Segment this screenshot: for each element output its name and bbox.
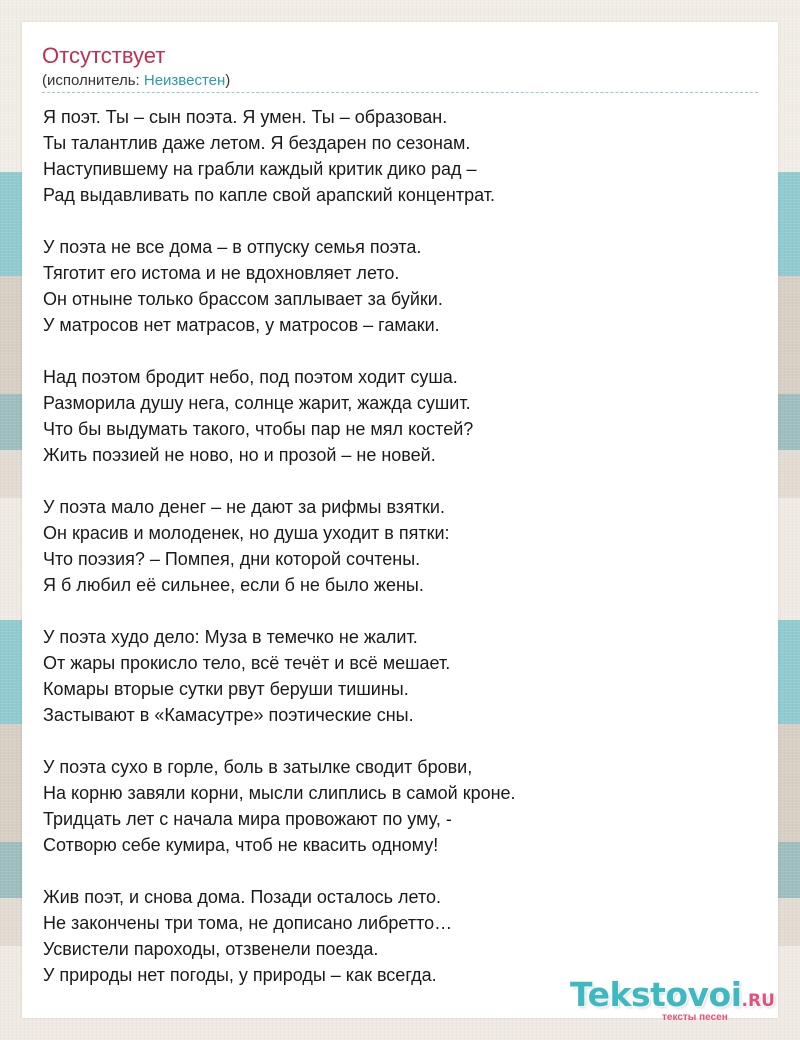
site-logo[interactable] (570, 976, 780, 1026)
lyrics-text (43, 104, 763, 988)
lyric-line: Не закончены три тома, не дописано либретто… (43, 913, 453, 933)
lyric-line: Жив поэт, и снова дома. Позади осталось лето. (43, 887, 442, 907)
lyric-line: У природы нет погоды, у природы – как всегда. (43, 965, 437, 985)
lyric-line: Комары вторые сутки рвут беруши тишины. (43, 679, 409, 699)
artist-suffix: ) (225, 72, 231, 89)
lyric-line: Тридцать лет с начала мира провожают по уму, - (43, 809, 452, 829)
lyric-line: Над поэтом бродит небо, под поэтом ходит суша. (43, 367, 458, 387)
lyric-line: Застывают в «Камасутре» поэтические сны. (43, 705, 414, 725)
lyric-line: У матросов нет матрасов, у матросов – гамаки. (43, 315, 440, 335)
title-divider (42, 92, 758, 93)
lyric-line: Он красив и молоденек, но душа уходит в пятки: (43, 523, 450, 543)
logo-name: Tekstovoi (570, 975, 742, 1014)
stanza (43, 364, 763, 468)
lyric-line: Ты талантлив даже летом. Я бездарен по сезонам. (43, 133, 471, 153)
stanza (43, 234, 763, 338)
lyric-line: Усвистели пароходы, отзвенели поезда. (43, 939, 379, 959)
lyric-line: Рад выдавливать по капле свой арапский концентрат. (43, 185, 495, 205)
logo-tld: .RU (741, 991, 775, 1011)
lyric-line: От жары прокисло тело, всё течёт и всё мешает. (43, 653, 451, 673)
lyric-line: Что поэзия? – Помпея, дни которой сочтены. (43, 549, 421, 569)
lyric-line: У поэта не все дома – в отпуску семья поэта. (43, 237, 422, 257)
lyric-line: Наступившему на грабли каждый критик дико рад – (43, 159, 477, 179)
lyric-line: Что бы выдумать такого, чтобы пар не мял костей? (43, 419, 474, 439)
stanza (43, 624, 763, 728)
lyric-line: Я поэт. Ты – сын поэта. Я умен. Ты – образован. (43, 107, 448, 127)
lyric-line: Тяготит его истома и не вдохновляет лето. (43, 263, 400, 283)
lyric-line: Он отныне только брассом заплывает за буйки. (43, 289, 443, 309)
artist-line (42, 71, 230, 91)
stanza (43, 104, 763, 208)
artist-link[interactable]: Неизвестен (143, 72, 226, 89)
stanza (43, 884, 763, 988)
lyric-line: На корню завяли корни, мысли слиплись в самой кроне. (43, 783, 516, 803)
lyric-line: Жить поэзией не ново, но и прозой – не новей. (43, 445, 436, 465)
stanza (43, 494, 763, 598)
lyric-line: Я б любил её сильнее, если б не было жены. (43, 575, 424, 595)
lyrics-card (22, 22, 778, 1023)
lyric-line: Разморила душу нега, солнце жарит, жажда сушит. (43, 393, 471, 413)
stanza (43, 754, 763, 858)
artist-prefix: (исполнитель: (42, 72, 144, 89)
lyric-line: У поэта худо дело: Муза в темечко не жалит. (43, 627, 418, 647)
lyric-line: У поэта мало денег – не дают за рифмы взятки. (43, 497, 445, 517)
song-title: Отсутствует (42, 43, 166, 68)
lyric-line: Сотворю себе кумира, чтоб не квасить одному! (43, 835, 439, 855)
lyric-line: У поэта сухо в горле, боль в затылке сводит брови, (43, 757, 473, 777)
logo-tagline: тексты песен (662, 1012, 728, 1023)
